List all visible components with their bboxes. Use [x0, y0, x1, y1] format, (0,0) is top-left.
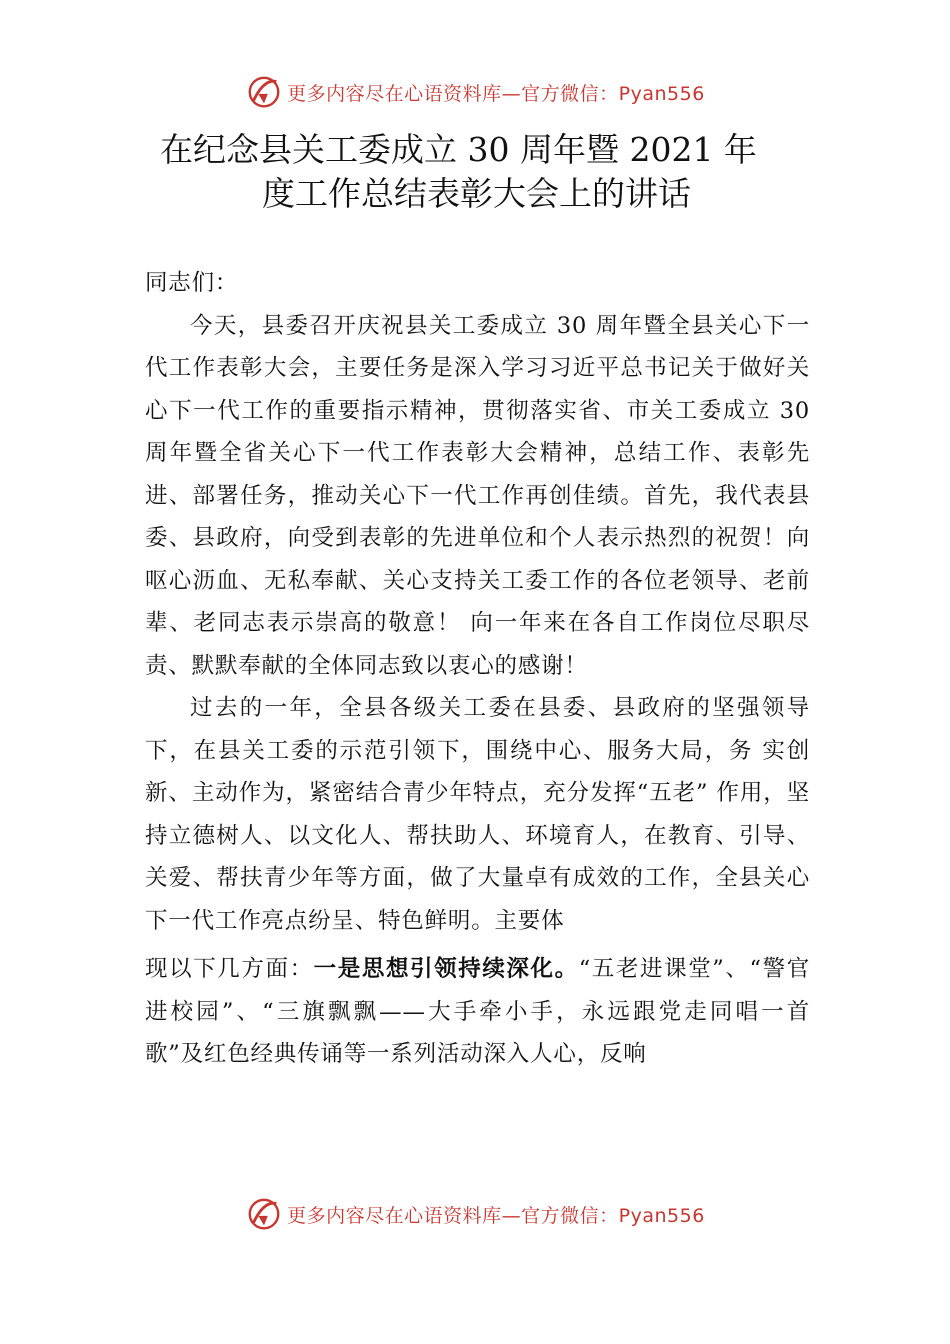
paragraph-2: 过去的一年，全县各级关工委在县委、县政府的坚强领导下，在县关工委的示范引领下，围绕中心、服务大局，务 实创新、主动作为，紧密结合青少年特点，充分发挥“五老” 作用，坚持立德树人、以文化人、帮扶助人、环境育人，在教育、引导、关爱、帮扶青少年等方面，做了大量卓有成效的工作，全县关心下一代工作亮点纷呈、特色鲜明。主要体: [145, 695, 810, 934]
watermark-logo-icon: [245, 1195, 283, 1233]
document-title: [150, 128, 810, 216]
document-body: [145, 262, 810, 1076]
watermark-logo-icon: [245, 73, 283, 111]
watermark-text: 更多内容尽在心语资料库—官方微信：Pyan556: [287, 82, 705, 105]
paragraph-3-lead: 现以下几方面：: [145, 956, 314, 982]
paragraph-1: 今天，县委召开庆祝县关工委成立 30 周年暨全县关心下一代工作表彰大会，主要任务是深入学习习近平总书记关于做好关心下一代工作的重要指示精神，贯彻落实省、市关工委成立 30 周年暨全省关心下一代工作表彰大会精神，总结工作、表彰先进、部署任务，推动关心下一代工作再创佳绩。首先，我代表县委、县政府，向受到表彰的先进单位和个人表示热烈的祝贺！向呕心沥血、无私奉献、关心支持关工委工作的各位老领导、老前辈、老同志表示崇高的敬意！ 向一年来在各自工作岗位尽职尽责、默默奉献的全体同志致以衷心的感谢！: [145, 312, 810, 679]
title-line-1: 在纪念县关工委成立 30 周年暨 2021 年: [160, 130, 757, 169]
paragraph-3-bold-heading: 一是思想引领持续深化。: [313, 956, 579, 982]
paragraph-3-rest: “五老进课堂”、“警官进校园”、“三旗飘飘——大手牵小手，永远跟党走同唱一首歌”及红色经典传诵等一系列活动深入人心，反响: [145, 956, 810, 1067]
watermark-text: 更多内容尽在心语资料库—官方微信：Pyan556: [287, 1204, 705, 1227]
watermark-header: [0, 72, 950, 112]
salutation: 同志们：: [145, 270, 239, 296]
paragraph-3: [145, 948, 810, 1076]
title-line-2: 度工作总结表彰大会上的讲话: [262, 174, 691, 213]
watermark-footer: [0, 1194, 950, 1234]
